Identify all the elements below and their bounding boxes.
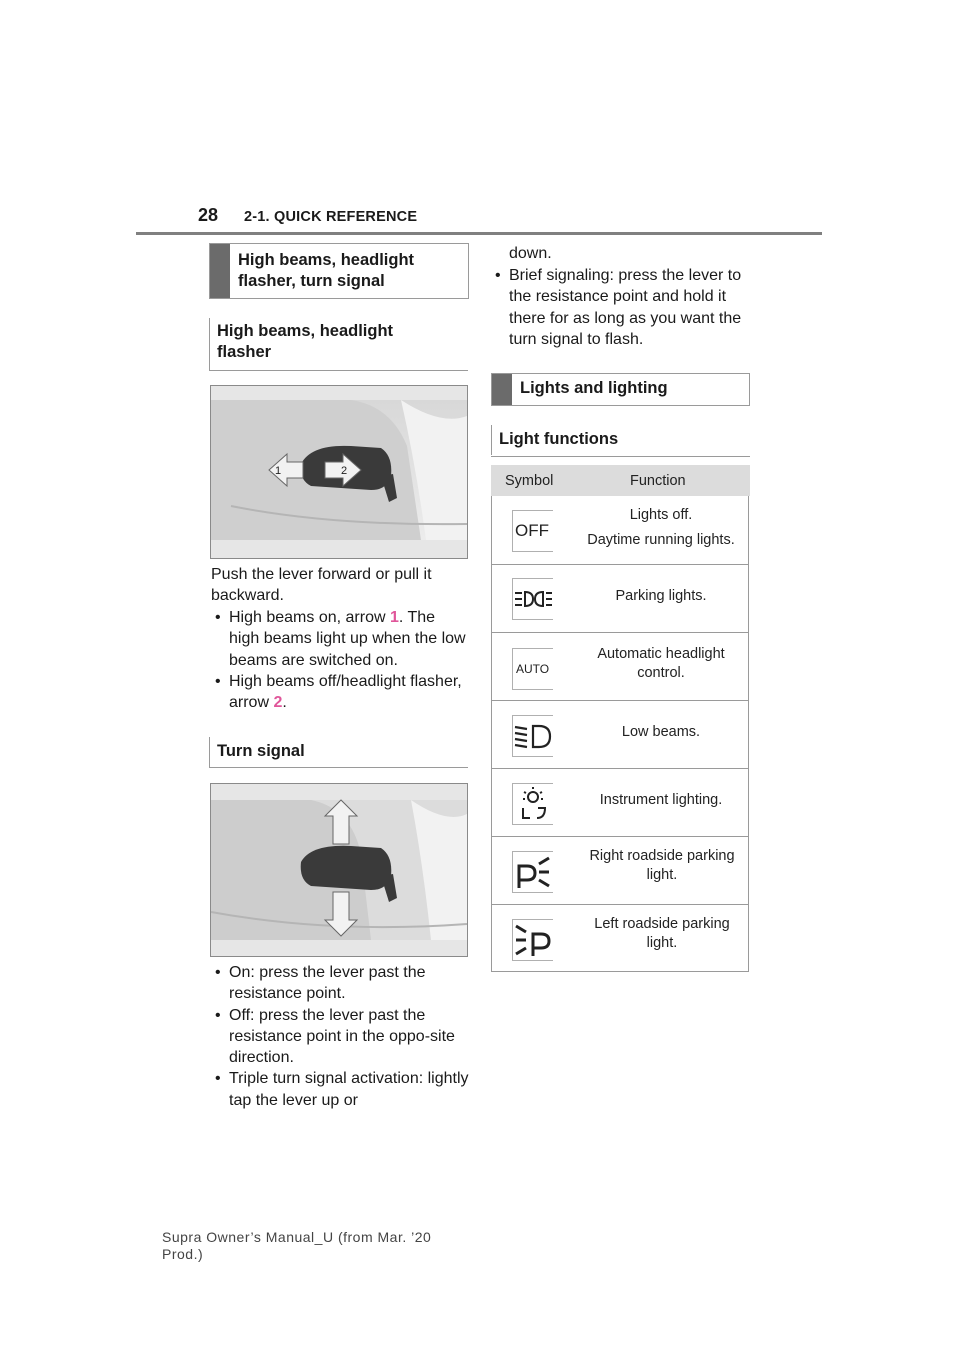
bullet-high-beams-off: • High beams off/headlight flasher, arrow 2. xyxy=(211,671,469,714)
section-heading-bar xyxy=(492,374,512,405)
arrow-ref-2: 2 xyxy=(273,694,283,712)
function-text: Parking lights. xyxy=(615,588,707,604)
subheading-high-beams-flasher xyxy=(209,318,468,370)
arrow-label-1: 1 xyxy=(275,465,282,477)
off-icon: OFF xyxy=(512,510,553,552)
lever-intro-paragraph: Push the lever forward or pull it backward. xyxy=(211,566,432,605)
turn-signal-bullets xyxy=(211,962,469,1111)
subheading-rule xyxy=(209,767,468,768)
table-header xyxy=(491,465,750,496)
low-beams-icon xyxy=(512,715,553,757)
column-header-function: Function xyxy=(630,473,686,489)
subheading-text: High beams, headlight flasher xyxy=(217,322,394,361)
function-text: Right roadside parking light. xyxy=(589,848,735,883)
section-heading-high-beams xyxy=(209,243,469,299)
continued-text: down. xyxy=(509,245,552,262)
subheading-text: Light functions xyxy=(499,430,619,448)
bullet-turn-off: • Off: press the lever past the resistance point in the oppo-site direction. xyxy=(211,1005,469,1069)
subheading-text: Turn signal xyxy=(217,742,305,760)
arrow-ref-1: 1 xyxy=(389,609,399,626)
high-beam-bullets xyxy=(211,607,469,713)
instrument-lighting-icon xyxy=(512,783,553,825)
table-row xyxy=(492,565,748,633)
bullet-high-beams-on: • High beams on, arrow 1. The high beams light up when the low beams are switched on. xyxy=(211,607,469,671)
table-row xyxy=(492,837,748,905)
footer-manual-name: Supra Owner’s Manual_U (from Mar. ’20 Prod.) xyxy=(162,1229,432,1262)
function-text: Lights off. Daytime running lights. xyxy=(587,507,735,548)
section-heading-bar xyxy=(210,244,230,298)
bullet-triple-signal: • Triple turn signal activation: lightly tap the lever up or xyxy=(211,1068,469,1111)
lever-push-pull-graphic xyxy=(211,386,467,558)
subheading-rule xyxy=(209,370,468,371)
function-text: Instrument lighting. xyxy=(599,792,723,808)
table-row xyxy=(492,633,748,701)
bullet-brief-signaling: • Brief signaling: press the lever to the resistance point and hold it there for as long as you want the turn signal to flash. xyxy=(491,265,764,350)
function-text: Automatic headlight control. xyxy=(597,646,725,681)
function-text: Low beams. xyxy=(621,724,701,740)
page-number: 28 xyxy=(198,205,219,225)
left-roadside-parking-icon xyxy=(512,919,553,961)
subheading-light-functions xyxy=(491,425,750,455)
table-row xyxy=(492,905,748,971)
table-row xyxy=(492,769,748,837)
turn-signal-lever-illustration xyxy=(210,783,468,957)
column-header-symbol: Symbol xyxy=(505,473,554,489)
section-heading-text: Lights and lighting xyxy=(520,379,668,397)
section-heading-lights xyxy=(491,373,750,406)
high-beam-lever-illustration xyxy=(210,385,468,559)
lever-up-down-graphic xyxy=(211,784,467,956)
bullet-turn-on: • On: press the lever past the resistance point. xyxy=(211,962,469,1005)
table-row xyxy=(492,496,748,565)
subheading-turn-signal xyxy=(209,737,468,767)
subheading-rule xyxy=(491,456,750,457)
right-roadside-parking-icon xyxy=(512,851,553,893)
table-row xyxy=(492,701,748,769)
light-functions-table xyxy=(491,465,749,972)
parking-lights-icon xyxy=(512,578,553,620)
header-divider xyxy=(136,232,822,235)
chapter-title: 2-1. QUICK REFERENCE xyxy=(244,209,418,225)
function-text: Left roadside parking light. xyxy=(594,916,730,951)
arrow-label-2: 2 xyxy=(341,465,348,477)
auto-headlight-icon: AUTO xyxy=(512,648,553,690)
section-heading-text: High beams, headlight flasher, turn signal xyxy=(238,251,415,290)
